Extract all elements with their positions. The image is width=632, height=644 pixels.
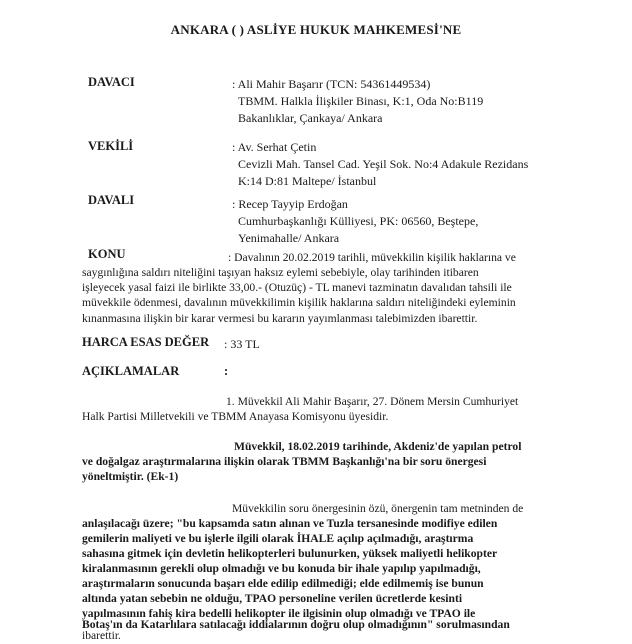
fee-basis-value: : 33 TL <box>224 337 260 351</box>
subject-line-5: kınanmasına ilişkin bir karar vermesi bu kararın yayımlanması talebimizden ibarettir. <box>82 312 478 325</box>
attorney-name: : Av. Serhat Çetin <box>232 140 317 154</box>
attorney-address-1: Cevizli Mah. Tansel Cad. Yeşil Sok. No:4 Adakule Rezidans <box>238 157 529 171</box>
explanation-p3-line-6: araştırmaların sonucunda başarı elde edilip edilmediği; elde edilmemiş ise bunun <box>82 577 484 590</box>
subject-line-1: : Davalının 20.02.2019 tarihli, müvekkilin kişilik haklarına ve <box>228 251 516 264</box>
attorney-address-2: K:14 D:81 Maltepe/ İstanbul <box>238 174 377 188</box>
defendant-address-2: Yenimahalle/ Ankara <box>238 231 340 245</box>
explanation-p3-line-4: sahasına gitmek için devletin helikopterleri bulunurken, yüksek maliyetli helikopter <box>82 547 498 560</box>
explanations-label: AÇIKLAMALAR <box>82 364 180 378</box>
explanation-p3-line-1: Müvekkilin soru önergesinin özü, önergenin tam metninden de <box>232 502 524 515</box>
court-title: ANKARA ( ) ASLİYE HUKUK MAHKEMESİ'NE <box>170 22 462 37</box>
attorney-label: VEKİLİ <box>88 139 134 153</box>
defendant-address-1: Cumhurbaşkanlığı Külliyesi, PK: 06560, Beştepe, <box>238 214 479 228</box>
explanation-p2-line-2: ve doğalgaz araştırmalarına ilişkin olarak TBMM Başkanlığı'na bir soru önergesi <box>82 455 487 468</box>
explanation-p3-line-3: gemilerin maliyeti ve bu işlerle ilgili olarak İHALE açılıp açılmadığı, araştırma <box>82 532 474 545</box>
explanation-p1-line-1: 1. Müvekkil Ali Mahir Başarır, 27. Dönem Mersin Cumhuriyet <box>226 395 519 408</box>
explanations-colon: : <box>224 364 229 378</box>
explanation-p3-line-2: anlaşılacağı üzere; "bu kapsamda satın alınan ve Tuzla tersanesinde modifiye edilen <box>82 517 498 530</box>
plaintiff-name: : Ali Mahir Başarır (TCN: 54361449534) <box>232 77 431 91</box>
defendant-label: DAVALI <box>88 193 135 207</box>
plaintiff-label: DAVACI <box>88 75 135 89</box>
subject-line-2: saygınlığına saldırı niteliğini taşıyan haksız eylemi sebebiyle, olay tarihinden itibaren <box>82 266 479 279</box>
plaintiff-address-1: TBMM. Halkla İlişkiler Binası, K:1, Oda No:B119 <box>238 94 484 108</box>
explanation-p3-line-8: yapılmasının fahiş kira bedelli helikopter ile ilgisinin olup olmadığı ve TPAO ile <box>82 607 476 620</box>
defendant-name: : Recep Tayyip Erdoğan <box>232 197 348 211</box>
plaintiff-address-2: Bakanlıklar, Çankaya/ Ankara <box>238 111 383 125</box>
explanation-p1-line-2: Halk Partisi Milletvekili ve TBMM Anayasa Komisyonu üyesidir. <box>82 410 389 423</box>
explanation-p2-line-1: Müvekkil, 18.02.2019 tarihinde, Akdeniz'de yapılan petrol <box>234 440 522 453</box>
explanation-p2-line-3: yöneltmiştir. (Ek-1) <box>82 470 179 483</box>
explanation-p3-line-9: Botaş'ın da Katarlılara satılacağı iddialarının doğru olup olmadığının" sorulmasından <box>82 618 510 631</box>
explanation-p3-line-5: kiralanmasının gerekli olup olmadığı ve bu konuda bir ihale yapılıp yapılmadığı, <box>82 562 481 575</box>
subject-line-3: işleyecek yasal faizi ile birlikte 33,00.- (Otuzüç) - TL manevi tazminatın davalıdan tahsili ile <box>82 281 512 294</box>
subject-line-4: müvekkile ödenmesi, davalının müvekkilimin kişilik haklarına saldırı niteliğindeki eyleminin <box>82 296 516 309</box>
subject-label: KONU <box>88 247 126 261</box>
explanation-p3-line-10: ibarettir. <box>82 629 121 642</box>
explanation-p3-line-7: altında yatan sebebin ne olduğu, TPAO personeline verilen ücretlerde kesinti <box>82 592 463 605</box>
fee-basis-label: HARCA ESAS DEĞER <box>82 335 210 349</box>
